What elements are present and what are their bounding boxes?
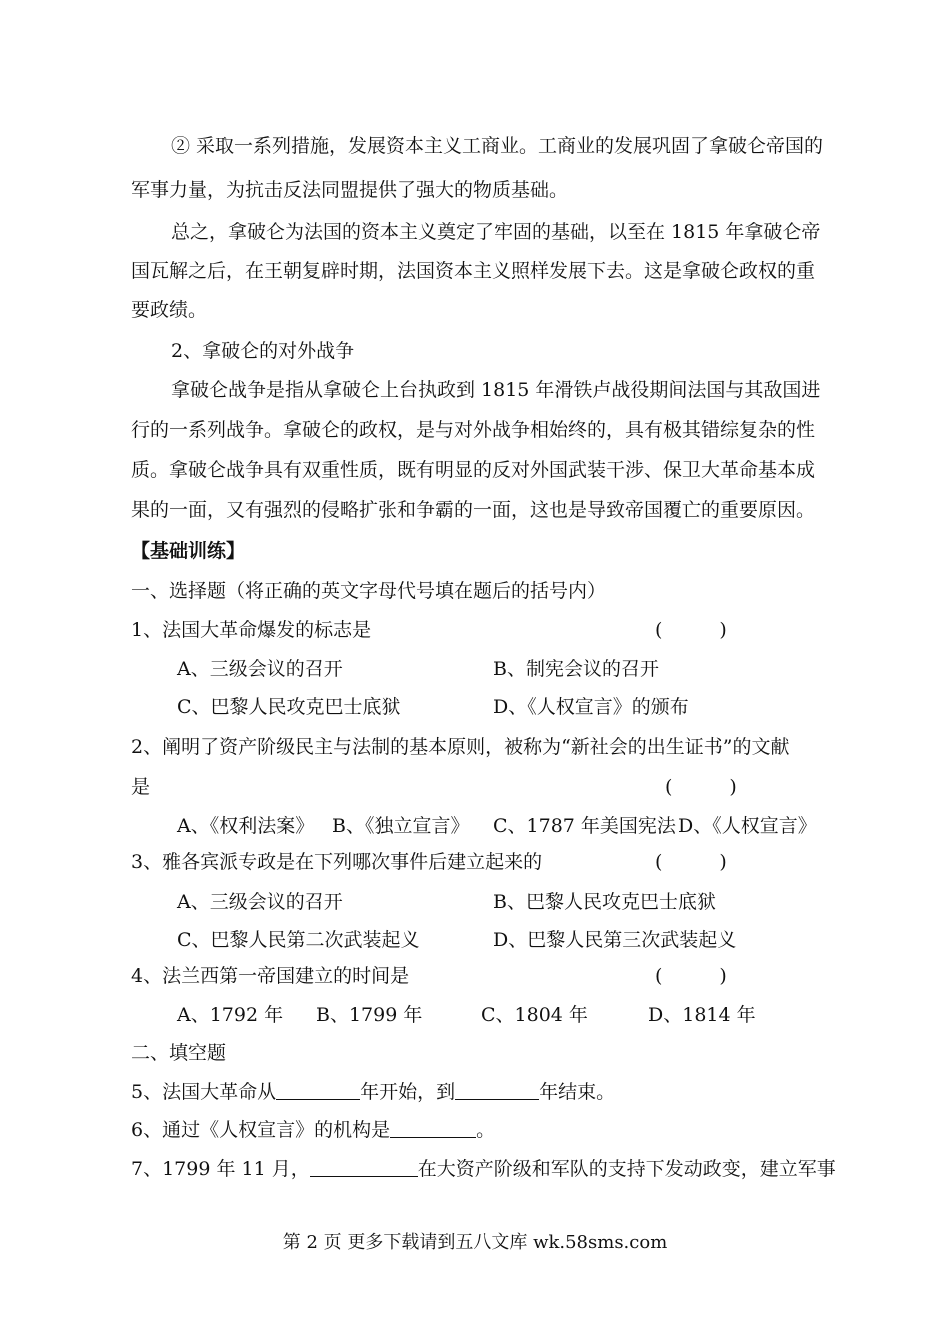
passage-p3-line1: 拿破仑战争是指从拿破仑上台执政到 1815 年滑铁卢战役期间法国与其敌国进 [171, 379, 821, 401]
q2-answer-bracket[interactable]: ( ) [665, 776, 737, 798]
q3-option-d: D、巴黎人民第三次武装起义 [493, 929, 737, 951]
q6-blank-institution[interactable] [390, 1119, 476, 1138]
q5-blank-end-year[interactable] [455, 1081, 539, 1100]
q4-option-a: A、1792 年 [177, 1004, 284, 1026]
q4-answer-bracket[interactable]: ( ) [655, 965, 727, 987]
q4-option-c: C、1804 年 [481, 1004, 588, 1026]
passage-p2-line3: 要政绩。 [131, 299, 208, 321]
q1-option-b: B、制宪会议的召开 [493, 658, 659, 680]
q4-option-b: B、1799 年 [316, 1004, 423, 1026]
q2-stem-line2: 是 [131, 776, 151, 798]
q6-text-1: 6、通过《人权宣言》的机构是 [131, 1119, 391, 1141]
q5-text-2: 年开始，到 [360, 1081, 456, 1103]
q3-option-b: B、巴黎人民攻克巴士底狱 [493, 891, 716, 913]
q2-stem-line1: 2、阐明了资产阶级民主与法制的基本原则，被称为“新社会的出生证书”的文献 [131, 736, 790, 758]
q7-blank-person[interactable] [310, 1158, 418, 1177]
passage-p1-line2: 军事力量，为抗击反法同盟提供了强大的物质基础。 [131, 179, 569, 201]
passage-p3-line2: 行的一系列战争。拿破仑的政权，是与对外战争相始终的，具有极其错综复杂的性 [131, 419, 816, 441]
subheading-napoleon-wars: 2、拿破仑的对外战争 [171, 340, 355, 362]
q1-option-c: C、巴黎人民攻克巴士底狱 [177, 696, 401, 718]
q7-line [131, 1157, 836, 1181]
q7-text-1: 7、1799 年 11 月， [131, 1158, 310, 1180]
q6-text-2: 。 [476, 1119, 496, 1141]
training-heading: 【基础训练】 [131, 540, 246, 562]
q4-stem: 4、法兰西第一帝国建立的时间是 [131, 965, 410, 987]
q5-text-3: 年结束。 [539, 1081, 616, 1103]
q1-answer-bracket[interactable]: ( ) [655, 619, 727, 641]
passage-p3-line3: 质。拿破仑战争具有双重性质，既有明显的反对外国武装干涉、保卫大革命基本成 [131, 459, 816, 481]
q7-text-2: 在大资产阶级和军队的支持下发动政变，建立军事 [417, 1158, 836, 1180]
q3-stem: 3、雅各宾派专政是在下列哪次事件后建立起来的 [131, 851, 543, 873]
passage-p3-line4: 果的一面，又有强烈的侵略扩张和争霸的一面，这也是导致帝国覆亡的重要原因。 [131, 499, 816, 521]
q2-option-d: D、《人权宣言》 [678, 815, 817, 837]
q6-line [131, 1118, 495, 1142]
section-fill-title: 二、填空题 [131, 1042, 227, 1064]
q2-option-c: C、1787 年美国宪法 [493, 815, 676, 837]
q3-option-a: A、三级会议的召开 [177, 891, 343, 913]
passage-p1-line1: ② 采取一系列措施，发展资本主义工商业。工商业的发展巩固了拿破仑帝国的 [171, 135, 824, 157]
q5-line [131, 1080, 615, 1104]
q2-option-b: B、《独立宣言》 [332, 815, 470, 837]
q2-option-a: A、《权利法案》 [177, 815, 315, 837]
q5-blank-start-year[interactable] [276, 1081, 360, 1100]
passage-p2-line1: 总之，拿破仑为法国的资本主义奠定了牢固的基础，以至在 1815 年拿破仑帝 [171, 221, 821, 243]
page-footer: 第 2 页 更多下载请到五八文库 wk.58sms.com [282, 1232, 668, 1253]
q3-answer-bracket[interactable]: ( ) [655, 851, 727, 873]
q1-option-a: A、三级会议的召开 [177, 658, 343, 680]
section-choice-title: 一、选择题（将正确的英文字母代号填在题后的括号内） [131, 580, 607, 602]
passage-p2-line2: 国瓦解之后，在王朝复辟时期，法国资本主义照样发展下去。这是拿破仑政权的重 [131, 260, 816, 282]
q3-option-c: C、巴黎人民第二次武装起义 [177, 929, 420, 951]
q5-text-1: 5、法国大革命从 [131, 1081, 277, 1103]
q1-option-d: D、《人权宣言》的颁布 [493, 696, 689, 718]
q4-option-d: D、1814 年 [648, 1004, 756, 1026]
q1-stem: 1、法国大革命爆发的标志是 [131, 619, 372, 641]
